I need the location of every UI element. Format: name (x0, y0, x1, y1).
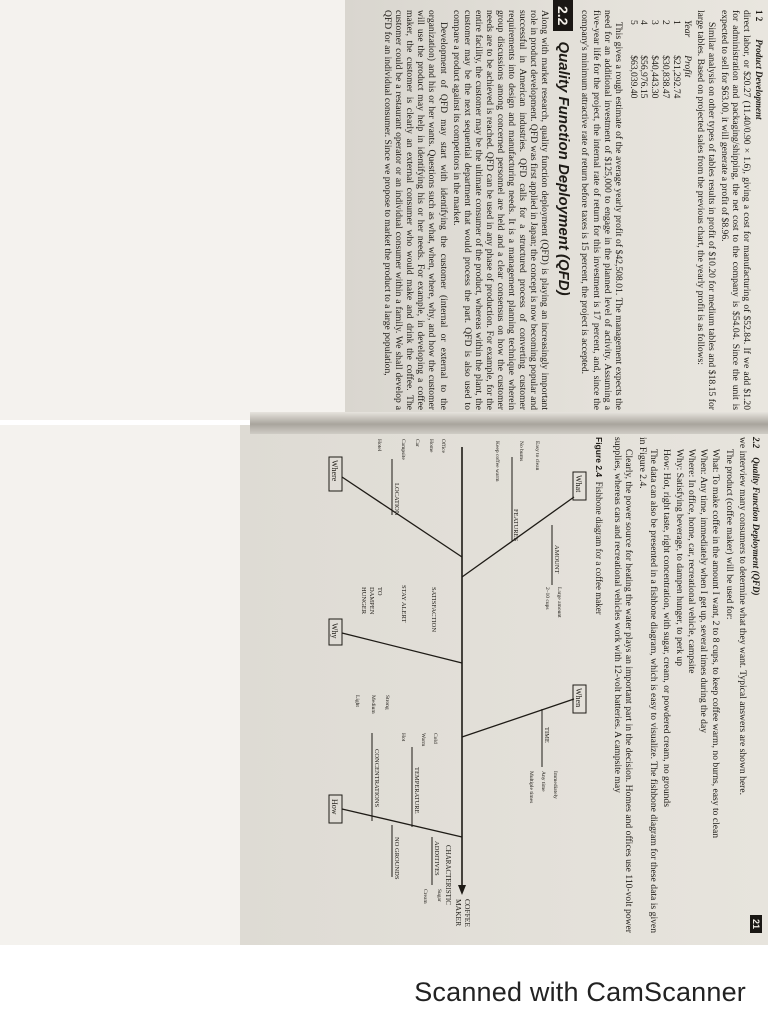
profit-cell: $21,292.74 (670, 55, 682, 99)
paragraph: we interview many consumers to determine what they want. Typical answers are shown here. (737, 437, 748, 796)
location-label: LOCATION (392, 483, 400, 516)
year-cell: 5 (627, 20, 639, 25)
scanner-footer (0, 945, 768, 1024)
year-cell: 3 (649, 20, 661, 25)
head-label-2: MAKER (453, 899, 463, 927)
figure-caption-text: Fishbone diagram for a coffee maker (593, 481, 604, 615)
figure-caption (594, 437, 604, 933)
page-right (240, 425, 768, 945)
satisfaction-label: SATISFACTION (429, 587, 437, 633)
profit-cell: $40,443.30 (649, 55, 661, 99)
qa-item: Why: Satisfying beverage, to dampen hunger, to perk up (673, 449, 685, 667)
profit-table (627, 20, 692, 116)
table-row (648, 20, 659, 116)
feature-item: No burns (517, 441, 524, 462)
page-number: 21 (750, 915, 762, 933)
dampen-hunger-3: HUNGER (359, 587, 367, 615)
time-label: TIME (542, 727, 550, 743)
header-section: 1 2 (754, 10, 764, 22)
fishbone-diagram (322, 437, 592, 933)
location-item: Campsite (399, 439, 406, 460)
head-label-1: COFFEE (462, 899, 472, 927)
temperature-item: Warm (419, 733, 426, 747)
paragraph: Similar analysis on other types of tables results in profit of $10.20 for medium tables and $18.15 for large tables. Based on projected sales from the previous chart, the yearly profit is as follows: (694, 10, 717, 410)
qa-item: When: Any time, immediately when I get up, several times during the day (698, 449, 710, 734)
arrowhead (458, 885, 466, 895)
page-right-content (240, 425, 768, 945)
additives-label: ADDITIVES (432, 841, 440, 876)
table-header-year: Year (681, 20, 693, 38)
paragraph: Along with market research, quality function deployment (QFD) is playing an increasingly important role in product development. QFD was first applied in Japan; the concept is now becoming popular and successful in American industries. QFD calls for a structured process of converting customer requirements into design and manufacturing needs. It is a management planning technique wherein group discussions among concerned personnel are held and a clear consensus on how the customer needs are to be achieved is reached. QFD can be used in any phase of production. For example, for the entire facility, the customer may be the ultimate consumer of the product, whereas within the plant, the customer may be the next sequential department that would process the part. QFD is also used to compare a product against its competitors in the market. (450, 10, 551, 410)
location-item: Office (439, 439, 446, 453)
paragraph: The data can also be presented in a fishbone diagram, which is easy to visualize. The fishbone diagram for these data is given in Figure 2.4. (636, 437, 659, 933)
time-item: Any time (539, 771, 546, 792)
table-row (638, 20, 649, 116)
time-item: Multiple times (527, 771, 534, 804)
year-cell: 4 (638, 20, 650, 25)
category-how: How (329, 799, 339, 815)
background-left-top (0, 0, 345, 420)
features-label: FEATURES (511, 509, 519, 542)
paragraph: This gives a rough estimate of the average yearly profit of $42,508.01. The management expects the need for an additional investment of $125,000 to engage in the planned level of activity. Assuming a five-year life for the project, the internal rate of return for this investment is 17 percent, and, since the company's minimum attractive rate of return before taxes is 15 percent, the project is accepted. (579, 10, 624, 410)
concentration-item: Medium (369, 695, 376, 714)
table-row (627, 20, 638, 116)
amount-label: AMOUNT (552, 545, 560, 574)
table-header-profit: Profit (681, 55, 693, 78)
feature-item: Easy to clean (533, 441, 540, 471)
additive-item: Cream (421, 889, 428, 904)
category-where: Where (329, 460, 339, 482)
header-section: 2.2 (751, 437, 761, 449)
table-row (670, 20, 681, 116)
qa-item: What: To make coffee in the amount I want, 2 to 8 cups, to keep coffee warm, no burns, easy to clean (710, 449, 722, 839)
profit-cell: $56,976.15 (638, 55, 650, 99)
bone-why (342, 633, 462, 663)
year-cell: 1 (670, 20, 682, 25)
temperature-item: Hot (399, 733, 406, 742)
amount-item: Large amount (555, 587, 562, 618)
temperature-item: Cold (431, 733, 438, 744)
qa-item: Where: In office, home, car, recreational vehicle, campsite (685, 449, 697, 674)
bone-how (342, 809, 462, 837)
location-item: Hotel (375, 439, 382, 452)
scanner-watermark: Scanned with CamScanner (414, 977, 746, 1007)
table-row (659, 20, 670, 116)
background-left-bottom (0, 425, 240, 945)
bone-where (342, 477, 462, 557)
figure-label: Figure 2.4 (593, 437, 604, 478)
category-what: What (573, 475, 583, 493)
category-when: When (573, 688, 583, 708)
location-item: Car (413, 439, 420, 447)
additive-item: Sugar (435, 889, 442, 902)
time-item: Immediately (551, 771, 558, 799)
concentration-item: Strong (383, 695, 390, 710)
header-title: Product Development (754, 39, 764, 120)
bone-when (462, 699, 574, 737)
paragraph: The product (coffee maker) will be used for: (723, 449, 735, 620)
paragraph: Development of QFD may start with identifying the customer (internal or external to the organization) and his or her wants. Questions such as what, when, where, why, and how the customer will use the product may help in identifying his or her needs. For example, in developing a coffee maker, the customer is clearly an external consumer who would make and drink the coffee. The customer could be a restaurant operator or an individual consumer within a family. We shall develop a QFD for an individual consumer. Since we propose to market the product to a large population, (382, 10, 449, 410)
running-header (750, 437, 762, 933)
head-subtitle: CHARACTERISTIC (443, 845, 452, 905)
feature-item: Keep coffee warm (493, 441, 500, 482)
section-number: 2.2 (553, 0, 573, 31)
category-why: Why (329, 623, 339, 639)
header-title: Quality Function Deployment (QFD) (751, 457, 761, 596)
temperature-label: TEMPERATURE (412, 767, 420, 814)
page-left-content (345, 0, 768, 420)
section-title: Quality Function Deployment (QFD) (554, 41, 572, 296)
dampen-hunger-1: TO (375, 587, 383, 596)
concentrations-label: CONCENTRATIONS (372, 749, 380, 808)
profit-cell: $63,039.40 (627, 55, 639, 99)
profit-cell: $30,838.47 (659, 55, 671, 99)
amount-item: 2–10 cups (543, 587, 550, 610)
location-item: Home (427, 439, 434, 453)
dampen-hunger-2: DAMPEN (367, 587, 375, 615)
qa-item: How: Hot, right taste, right concentration, with sugar, cream, or powdered cream, no grounds (661, 449, 673, 807)
concentration-item: Light (353, 695, 360, 707)
paragraph: Clearly, the power source for heating the water plays an important part in the decision. Homes and offices use 110-volt power supplies, whereas cars and recreational vehicles work with 12-volt batteries. A campsite may (612, 437, 635, 933)
no-grounds-label: NO GROUNDS (392, 837, 400, 880)
running-header (754, 10, 764, 410)
page-left (345, 0, 765, 423)
stay-alert-label: STAY ALERT (399, 585, 407, 623)
section-heading (553, 0, 573, 410)
year-cell: 2 (659, 20, 671, 25)
paragraph: direct labor, or $20.27 (11.40/0.90 × 1.6), giving a cost for manufacturing of $52.84. If we add $1.20 for administration and packaging/shipping, the net cost to the company is $54.04. Since the unit is expected to sell for $63.00, it will generate a profit of $8.96. (718, 10, 752, 410)
